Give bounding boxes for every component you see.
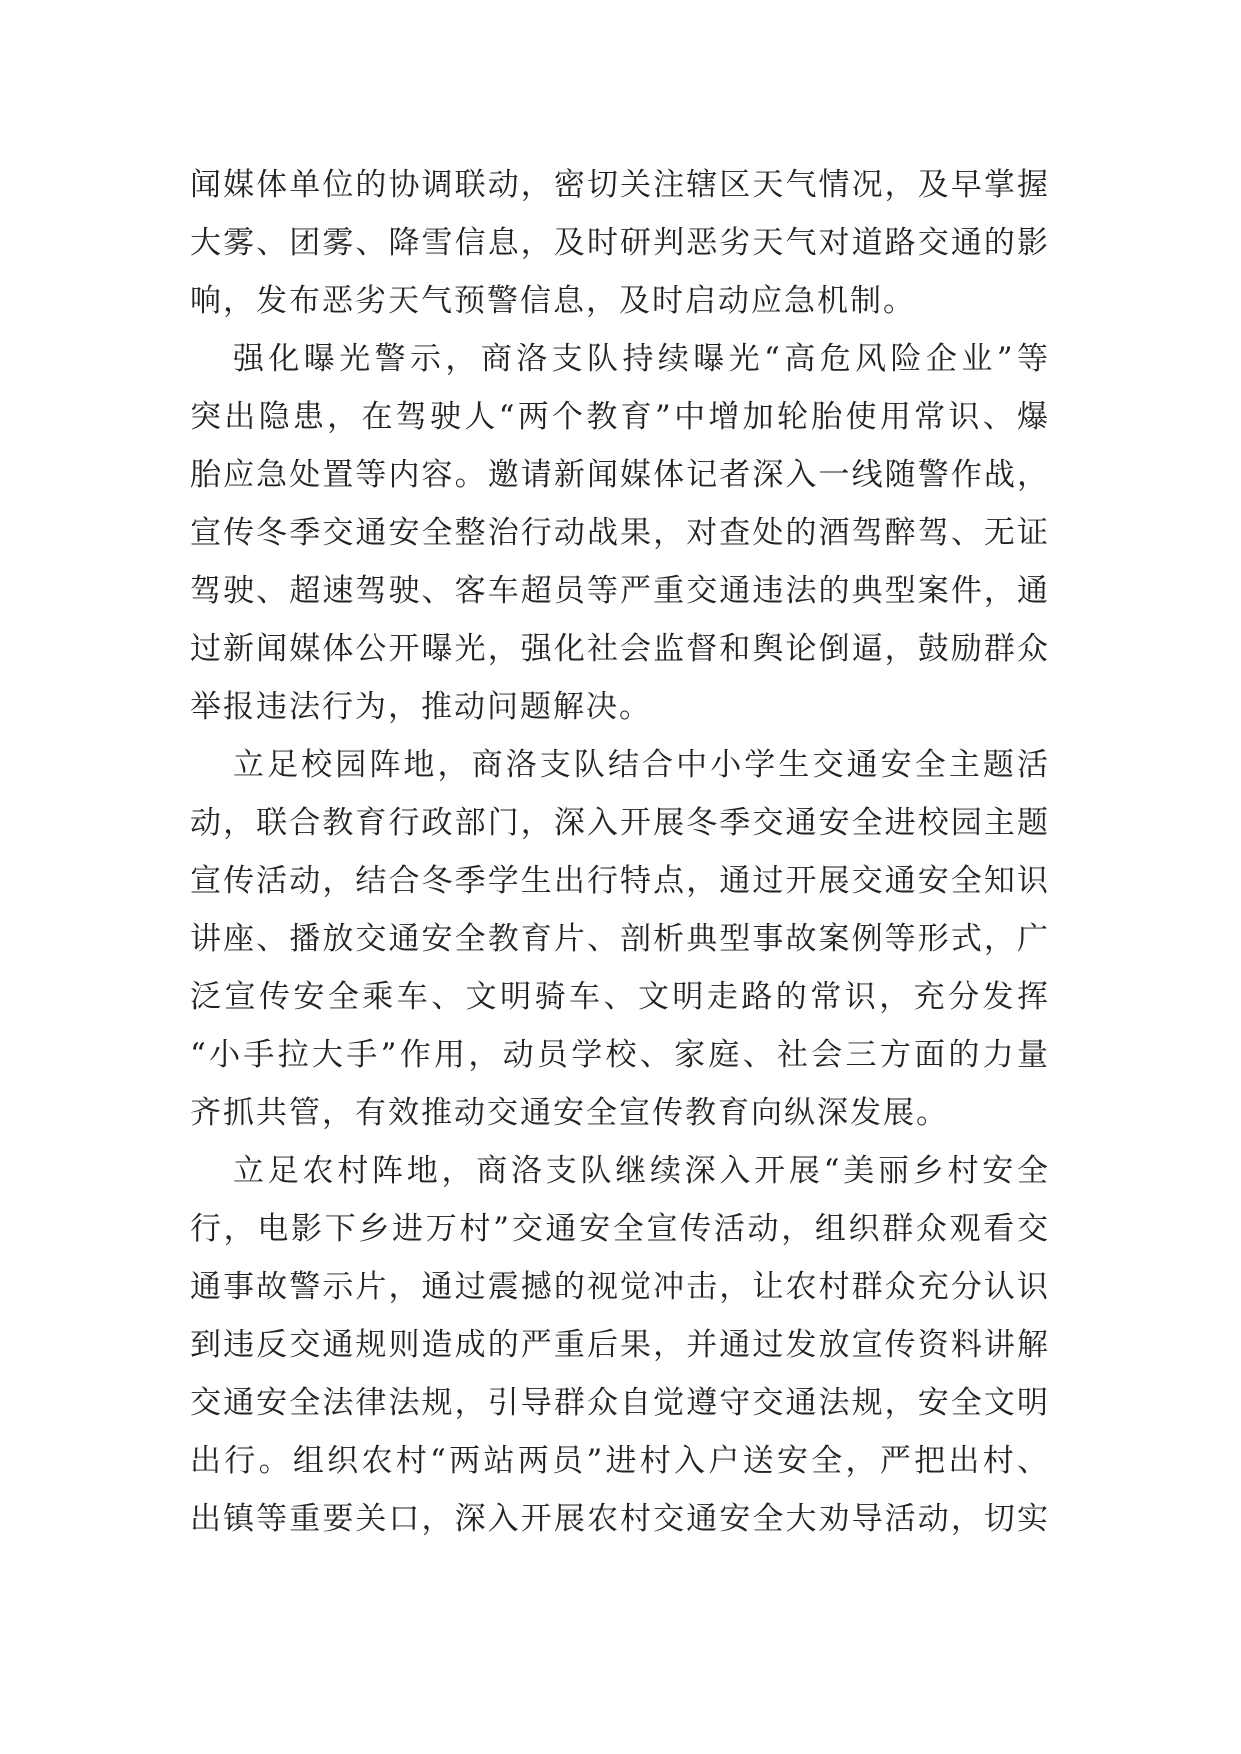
text-line: “小手拉大手”作用，动员学校、家庭、社会三方面的力量 [190,1037,1048,1073]
text-line: 通事故警示片，通过震撼的视觉冲击，让农村群众充分认识 [190,1269,1048,1305]
text-line: 宣传冬季交通安全整治行动战果，对查处的酒驾醉驾、无证 [190,515,1048,551]
paragraph-campus-safety [190,736,1048,1142]
text-line: 大雾、团雾、降雪信息，及时研判恶劣天气对道路交通的影 [190,225,1048,261]
text-line: 驾驶、超速驾驶、客车超员等严重交通违法的典型案件，通 [190,573,1048,609]
paragraph-exposure-warning [190,330,1048,736]
text-line: 闻媒体单位的协调联动，密切关注辖区天气情况，及早掌握 [190,167,1048,203]
text-line: 突出隐患，在驾驶人“两个教育”中增加轮胎使用常识、爆 [190,399,1048,435]
text-line: 立足校园阵地，商洛支队结合中小学生交通安全主题活 [233,747,1048,783]
document-body [190,156,1048,1548]
text-line: 强化曝光警示，商洛支队持续曝光“高危风险企业”等 [233,341,1048,377]
text-line: 泛宣传安全乘车、文明骑车、文明走路的常识，充分发挥 [190,979,1048,1015]
text-line: 立足农村阵地，商洛支队继续深入开展“美丽乡村安全 [233,1153,1048,1189]
text-line: 讲座、播放交通安全教育片、剖析典型事故案例等形式，广 [190,921,1048,957]
text-line: 动，联合教育行政部门，深入开展冬季交通安全进校园主题 [190,805,1048,841]
text-line: 齐抓共管，有效推动交通安全宣传教育向纵深发展。 [190,1095,949,1131]
text-line: 出镇等重要关口，深入开展农村交通安全大劝导活动，切实 [190,1501,1048,1537]
paragraph-rural-safety [190,1142,1048,1548]
text-line: 举报违法行为，推动问题解决。 [190,689,652,725]
paragraph-weather-warning [190,156,1048,330]
text-line: 响，发布恶劣天气预警信息，及时启动应急机制。 [190,283,916,319]
text-line: 胎应急处置等内容。邀请新闻媒体记者深入一线随警作战， [190,457,1048,493]
text-line: 过新闻媒体公开曝光，强化社会监督和舆论倒逼，鼓励群众 [190,631,1048,667]
text-line: 出行。组织农村“两站两员”进村入户送安全，严把出村、 [190,1443,1048,1479]
text-line: 到违反交通规则造成的严重后果，并通过发放宣传资料讲解 [190,1327,1048,1363]
text-line: 交通安全法律法规，引导群众自觉遵守交通法规，安全文明 [190,1385,1048,1421]
text-line: 宣传活动，结合冬季学生出行特点，通过开展交通安全知识 [190,863,1048,899]
text-line: 行，电影下乡进万村”交通安全宣传活动，组织群众观看交 [190,1211,1048,1247]
